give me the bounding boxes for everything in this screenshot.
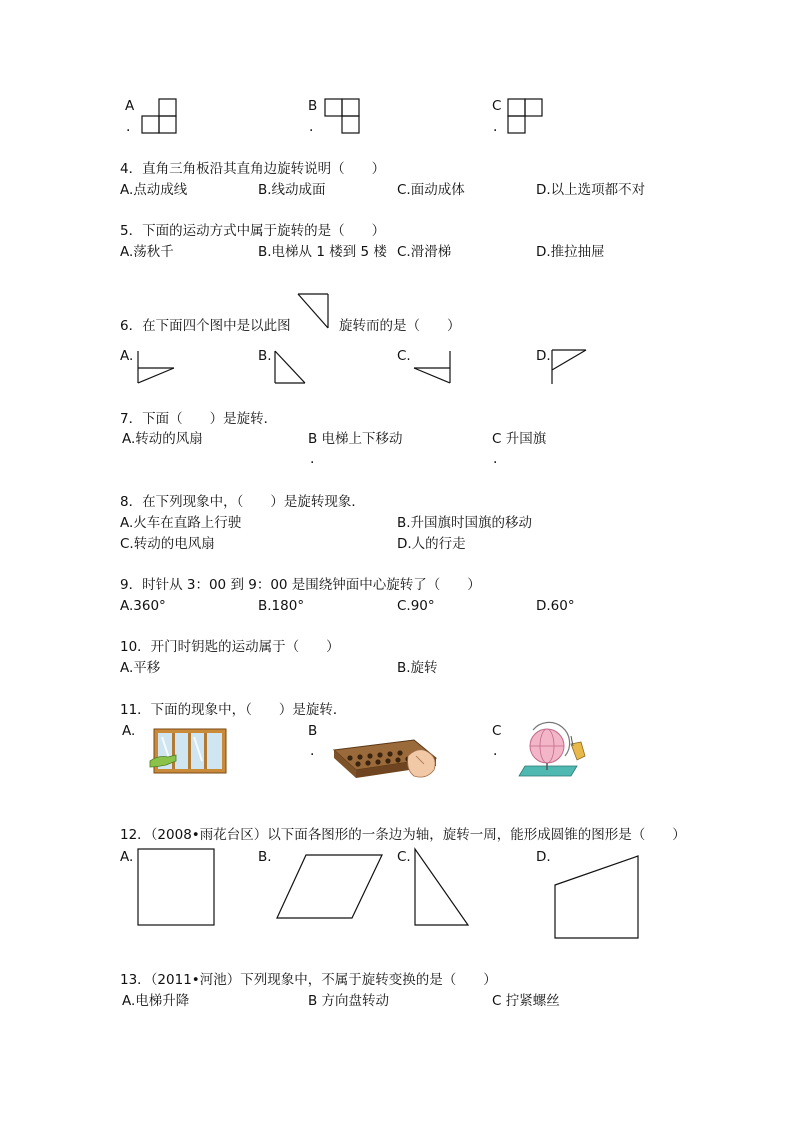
q6-option-d-label: D.: [536, 348, 551, 364]
q3-option-a-label: A: [125, 98, 135, 114]
q11-option-b-dot: .: [310, 743, 315, 759]
q3-option-c-dot: .: [493, 119, 498, 135]
q5-option-b: B.电梯从 1 楼到 5 楼: [258, 244, 387, 260]
q5-question: 5．下面的运动方式中属于旋转的是（ ）: [120, 223, 386, 239]
q8-option-b: B.升国旗时国旗的移动: [397, 515, 533, 531]
q13-option-b: B 方向盘转动: [308, 993, 390, 1009]
q11-option-c-label: C: [492, 723, 502, 739]
q12-option-d-label: D.: [536, 849, 551, 865]
q3-figure-a: [140, 96, 180, 136]
q12-option-a-label: A.: [120, 849, 134, 865]
q4-option-d: D.以上选项都不对: [536, 182, 646, 198]
q11-option-c-dot: .: [493, 743, 498, 759]
q4-option-a: A.点动成线: [120, 182, 188, 198]
q6-figure-b: [271, 349, 311, 385]
q5-option-c: C.滑滑梯: [397, 244, 452, 260]
globe-icon: [515, 726, 589, 782]
q5-option-d: D.推拉抽屉: [536, 244, 605, 260]
q12-option-b-label: B.: [258, 849, 272, 865]
q6-figure-d: [548, 348, 592, 386]
q6-question-start: 6．在下面四个图中是以此图: [120, 318, 291, 334]
q6-figure-c: [412, 349, 456, 385]
q3-figure-b: [323, 96, 363, 136]
q10-option-a: A.平移: [120, 660, 161, 676]
q9-option-a: A.360°: [120, 598, 166, 614]
q6-option-b-label: B.: [258, 348, 272, 364]
q11-question: 11．下面的现象中，（ ）是旋转．: [120, 702, 347, 718]
q13-option-a: A.电梯升降: [122, 993, 190, 1009]
q12-question: 12．（2008•雨花台区）以下面各图形的一条边为轴，旋转一周，能形成圆锥的图形是（ ）: [120, 827, 686, 843]
q6-option-a-label: A.: [120, 348, 134, 364]
q10-question: 10．开门时钥匙的运动属于（ ）: [120, 639, 340, 655]
window-slide-icon: [150, 727, 228, 775]
q7-option-b-dot: .: [310, 451, 315, 467]
q10-option-b: B.旋转: [397, 660, 438, 676]
q4-question: 4．直角三角板沿其直角边旋转说明（ ）: [120, 161, 386, 177]
q3-figure-c: [506, 96, 546, 136]
q4-option-b: B.线动成面: [258, 182, 326, 198]
q12-option-c-label: C.: [397, 849, 411, 865]
q6-reference-triangle: [296, 292, 332, 332]
q7-question: 7．下面（ ）是旋转．: [120, 411, 278, 427]
q3-option-c-label: C: [492, 98, 502, 114]
q8-option-c: C.转动的电风扇: [120, 536, 215, 552]
q11-option-b-label: B: [308, 723, 318, 739]
q8-option-d: D.人的行走: [397, 536, 466, 552]
q13-option-c: C 拧紧螺丝: [492, 993, 560, 1009]
q3-option-b-label: B: [308, 98, 318, 114]
q9-option-c: C.90°: [397, 598, 435, 614]
q5-option-a: A.荡秋千: [120, 244, 174, 260]
q6-question-end: 旋转而的是（ ）: [339, 318, 461, 334]
q7-option-c-dot: .: [493, 451, 498, 467]
q7-option-c: C 升国旗: [492, 431, 547, 447]
q12-figure-a-square: [135, 846, 217, 928]
q6-option-c-label: C.: [397, 348, 411, 364]
abacus-icon: [330, 736, 440, 792]
q9-option-b: B.180°: [258, 598, 305, 614]
q12-figure-c-right-triangle: [412, 846, 472, 928]
q12-figure-d-trapezoid: [552, 853, 642, 941]
q9-option-d: D.60°: [536, 598, 575, 614]
q13-question: 13．（2011•河池）下列现象中，不属于旋转变换的是（ ）: [120, 972, 497, 988]
q3-option-b-dot: .: [309, 119, 314, 135]
q6-figure-a: [134, 349, 178, 385]
q7-option-b: B 电梯上下移动: [308, 431, 403, 447]
q9-question: 9．时针从 3：00 到 9：00 是围绕钟面中心旋转了（ ）: [120, 577, 481, 593]
q8-question: 8．在下列现象中，（ ）是旋转现象．: [120, 494, 365, 510]
q3-option-a-dot: .: [126, 119, 131, 135]
q4-option-c: C.面动成体: [397, 182, 465, 198]
q11-option-a-label: A.: [122, 723, 136, 739]
q12-figure-b-parallelogram: [274, 852, 386, 922]
q8-option-a: A.火车在直路上行驶: [120, 515, 242, 531]
q7-option-a: A.转动的风扇: [122, 431, 203, 447]
